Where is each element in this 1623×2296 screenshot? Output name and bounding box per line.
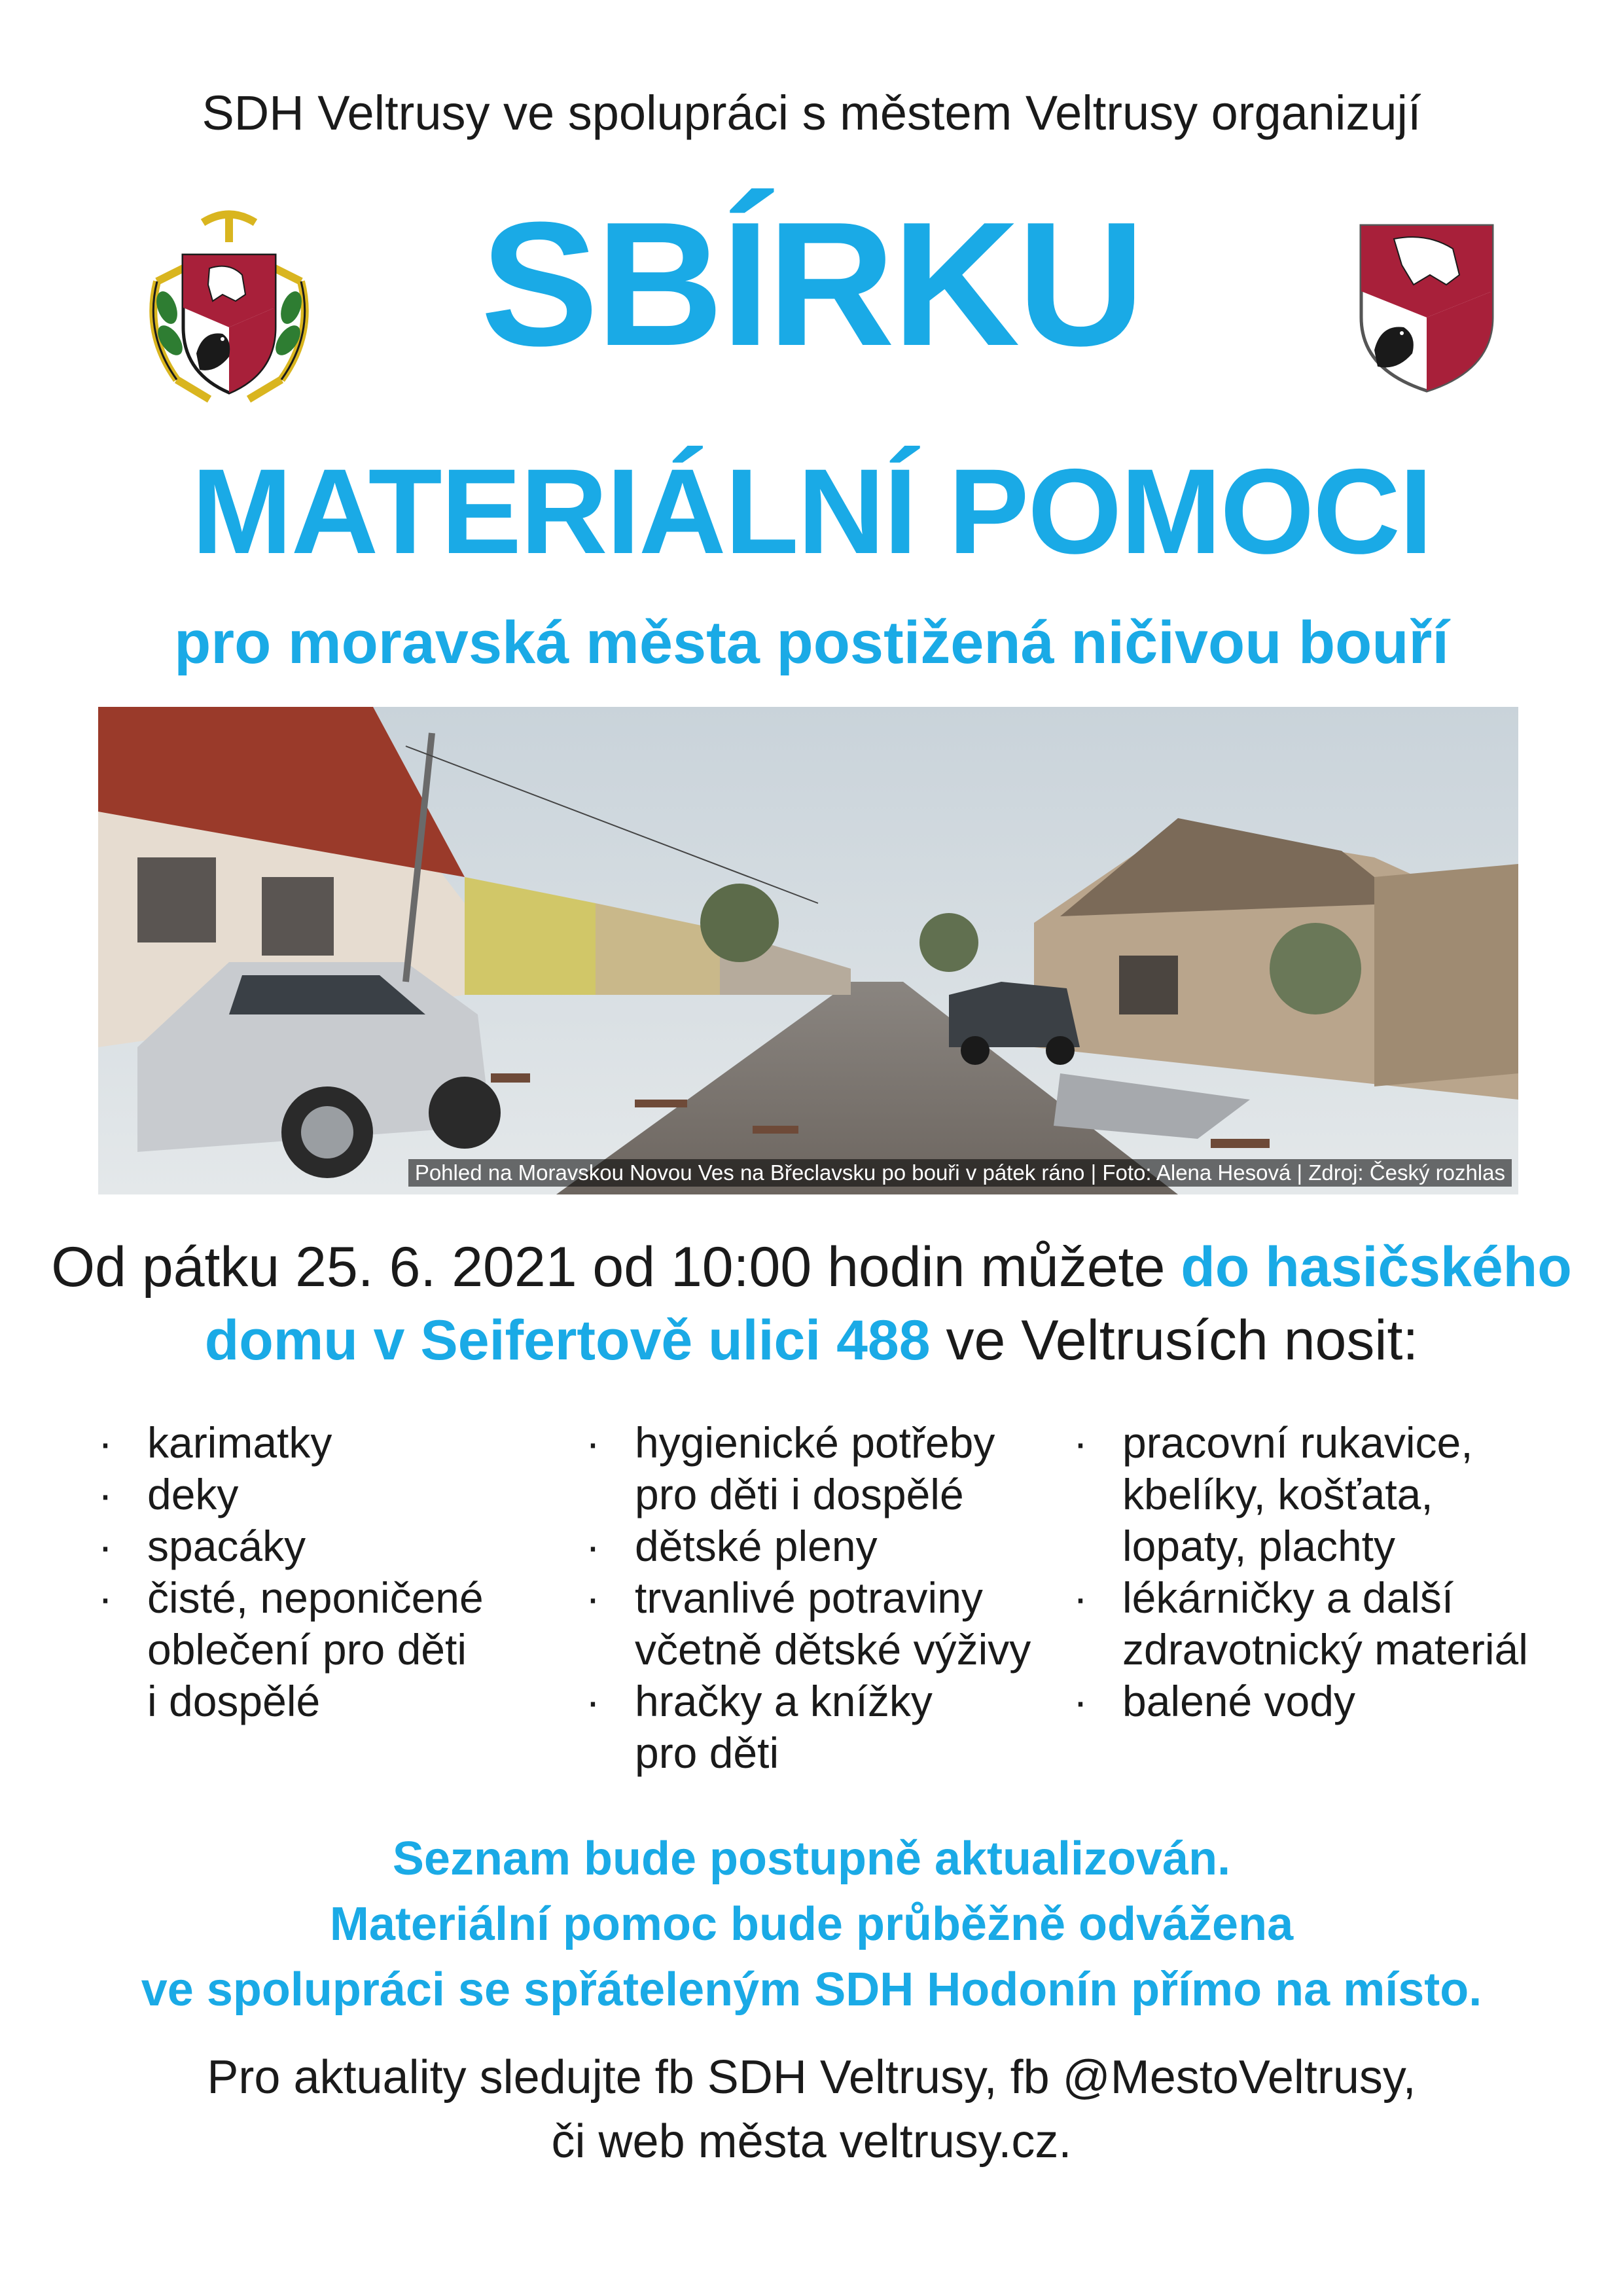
footer-line-2: či web města veltrusy.cz. <box>551 2115 1072 2168</box>
list-item <box>98 1572 517 1727</box>
list-item-text: zdravotnický materiál <box>1122 1625 1528 1674</box>
list-item <box>98 1520 517 1572</box>
bullet-icon: · <box>98 1470 113 1518</box>
list-item-text: kbelíky, košťata, <box>1122 1470 1433 1518</box>
list-item-text: čisté, neponičené <box>147 1573 484 1622</box>
list-item-text: lékárničky a další <box>1122 1573 1454 1622</box>
list-item <box>586 1417 1057 1520</box>
intro-highlight-2: domu v Seifertově ulici 488 <box>204 1309 931 1372</box>
list-item-text: oblečení pro děti <box>147 1625 467 1674</box>
notice-text <box>0 1826 1623 2022</box>
tagline: pro moravská města postižená ničivou bouří <box>174 609 1449 676</box>
list-item-text: hračky a knížky <box>635 1677 933 1725</box>
list-item <box>586 1520 1057 1572</box>
bullet-icon: · <box>586 1573 600 1622</box>
footer-line-1: Pro aktuality sledujte fb SDH Veltrusy, fb @MestoVeltrusy, <box>207 2051 1416 2104</box>
list-item-text: balené vody <box>1122 1677 1355 1725</box>
subtitle: MATERIÁLNÍ POMOCI <box>191 444 1432 579</box>
bullet-icon: · <box>98 1418 113 1467</box>
bullet-icon: · <box>586 1677 600 1725</box>
footer-text <box>0 2045 1623 2174</box>
bullet-icon: · <box>1073 1573 1088 1622</box>
list-item-text: karimatky <box>147 1418 332 1467</box>
list-item <box>98 1417 517 1469</box>
storm-damage-photo <box>98 707 1518 1194</box>
list-item <box>1073 1572 1544 1676</box>
photo-caption: Pohled na Moravskou Novou Ves na Břeclavsku po bouři v pátek ráno | Foto: Alena Hesová | Zdroj: Český rozhlas <box>408 1159 1512 1187</box>
items-list-column-3 <box>1073 1417 1544 1727</box>
items-list-column-2 <box>586 1417 1057 1779</box>
list-item-text: i dospělé <box>147 1677 321 1725</box>
list-item-text: lopaty, plachty <box>1122 1522 1396 1570</box>
collection-info <box>0 1230 1623 1377</box>
intro-highlight-1: do hasičského <box>1181 1236 1572 1299</box>
bullet-icon: · <box>586 1522 600 1570</box>
list-item-text: trvanlivé potraviny <box>635 1573 983 1622</box>
list-item-text: deky <box>147 1470 239 1518</box>
notice-line-3: ve spolupráci se spřáteleným SDH Hodonín přímo na místo. <box>141 1964 1482 2016</box>
list-item <box>586 1676 1057 1779</box>
items-list-column-1 <box>98 1417 517 1727</box>
list-item <box>586 1572 1057 1676</box>
intro-text-1: Od pátku 25. 6. 2021 od 10:00 hodin můžete <box>51 1236 1181 1299</box>
list-item-text: hygienické potřeby <box>635 1418 995 1467</box>
organizers-line: SDH Veltrusy ve spolupráci s městem Veltrusy organizují <box>202 86 1421 140</box>
list-item-text: pro děti i dospělé <box>635 1470 964 1518</box>
main-title: SBÍRKU <box>480 186 1143 383</box>
notice-line-1: Seznam bude postupně aktualizován. <box>392 1833 1231 1885</box>
list-item-text: spacáky <box>147 1522 306 1570</box>
intro-text-2: ve Veltrusích nosit: <box>930 1309 1419 1372</box>
bullet-icon: · <box>98 1522 113 1570</box>
notice-line-2: Materiální pomoc bude průběžně odvážena <box>329 1898 1294 1950</box>
list-item-text: pro děti <box>635 1729 779 1777</box>
bullet-icon: · <box>1073 1418 1088 1467</box>
bullet-icon: · <box>586 1418 600 1467</box>
list-item <box>98 1469 517 1520</box>
list-item-text: pracovní rukavice, <box>1122 1418 1473 1467</box>
list-item <box>1073 1417 1544 1572</box>
list-item <box>1073 1676 1544 1727</box>
list-item-text: dětské pleny <box>635 1522 878 1570</box>
bullet-icon: · <box>98 1573 113 1622</box>
list-item-text: včetně dětské výživy <box>635 1625 1031 1674</box>
bullet-icon: · <box>1073 1677 1088 1725</box>
